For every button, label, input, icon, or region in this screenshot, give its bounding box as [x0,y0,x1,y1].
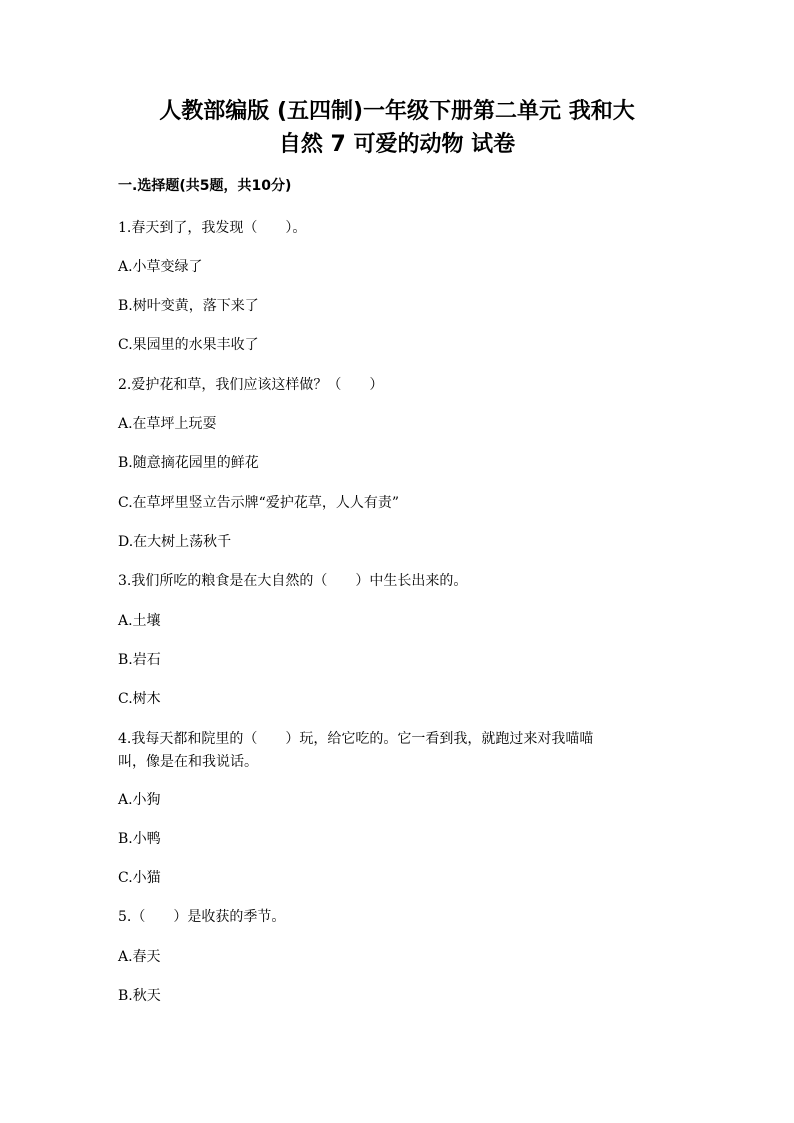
question-4-option-a: A.小狗 [118,792,161,808]
question-2-option-b: B.随意摘花园里的鲜花 [118,455,259,471]
question-3-option-b: B.岩石 [118,652,161,668]
question-4-option-c: C.小猫 [118,870,161,886]
question-5-option-a: A.春天 [118,949,161,965]
exam-title-line-2: 自然 7 可爱的动物 试卷 [278,132,516,157]
question-5-stem: 5.（ ）是收获的季节。 [118,909,286,925]
question-5-option-b: B.秋天 [118,988,161,1004]
question-1-option-a: A.小草变绿了 [118,259,203,275]
question-3-option-c: C.树木 [118,691,161,707]
question-1-option-b: B.树叶变黄，落下来了 [118,298,259,314]
exam-title-line-1: 人教部编版 (五四制)一年级下册第二单元 我和大 [159,99,635,124]
question-1-option-c: C.果园里的水果丰收了 [118,337,259,353]
question-2-option-c: C.在草坪里竖立告示牌“爱护花草，人人有责” [118,495,399,511]
question-4-stem-line-1: 4.我每天都和院里的（ ）玩，给它吃的。它一看到我，就跑过来对我喵喵 [118,731,594,747]
question-3-stem: 3.我们所吃的粮食是在大自然的（ ）中生长出来的。 [118,573,468,589]
section-heading: 一.选择题(共5题，共10分) [118,178,292,194]
question-4-option-b: B.小鸭 [118,831,161,847]
question-4-stem-line-2: 叫，像是在和我说话。 [118,754,258,770]
question-2-stem: 2.爱护花和草，我们应该这样做？（ ） [118,377,384,393]
question-3-option-a: A.土壤 [118,613,161,629]
question-2-option-d: D.在大树上荡秋千 [118,534,232,550]
question-2-option-a: A.在草坪上玩耍 [118,416,217,432]
question-1-stem: 1.春天到了，我发现（ ）。 [118,220,307,236]
